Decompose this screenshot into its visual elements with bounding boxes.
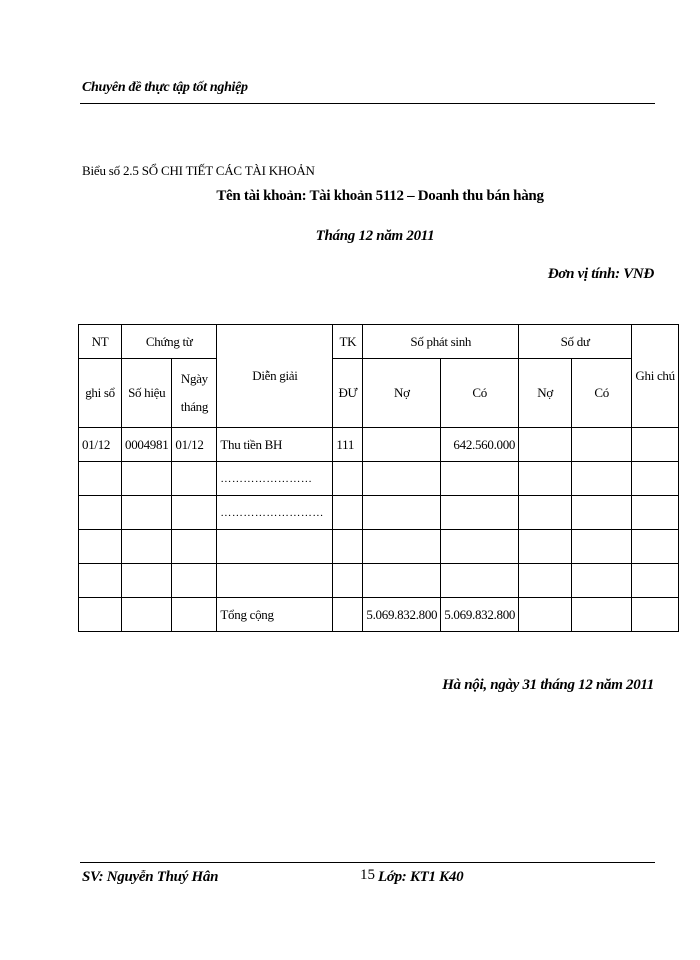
cell-dien-giai: ……………………… [217,496,333,530]
total-label: Tổng cộng [217,598,333,632]
cell-du-co [572,428,632,462]
currency-unit: Đơn vị tính: VNĐ [547,266,654,282]
table-row [79,496,679,530]
cell-tk [333,462,363,496]
cell-ghi-chu [632,428,679,462]
form-label: Biểu số 2.5 SỔ CHI TIẾT CÁC TÀI KHOẢN [82,163,315,178]
cell-du-co [572,564,632,598]
header-ghi-chu: Ghi chú [632,325,679,428]
cell-so-hieu [122,564,172,598]
cell-ghi-chu [632,564,679,598]
cell-nt [79,496,122,530]
cell-tk [333,598,363,632]
cell-ngay [172,496,217,530]
cell-ghi-chu [632,598,679,632]
cell-co [441,496,519,530]
table-row [79,462,679,496]
period: Tháng 12 năm 2011 [315,228,435,244]
cell-ghi-chu [632,530,679,564]
table-header-row [79,325,679,359]
cell-du-co [572,530,632,564]
cell-du-no [519,462,572,496]
header-so-phat-sinh: Số phát sinh [363,325,519,359]
footer-student: SV: Nguyễn Thuý Hân [82,869,219,885]
table-subheader-row [79,359,679,428]
total-row [79,598,679,632]
cell-no [363,462,441,496]
header-thang: tháng [180,399,209,414]
header-rule [80,103,655,104]
cell-co: 642.560.000 [441,428,519,462]
cell-dien-giai: …………………… [217,462,333,496]
document-header-title: Chuyên đề thực tập tốt nghiệp [82,80,248,95]
cell-dien-giai: Thu tiền BH [217,428,333,462]
header-ghi-so: ghi sổ [79,359,122,428]
cell-no [363,496,441,530]
cell-nt [79,462,122,496]
cell-du-co [572,598,632,632]
header-co: Có [441,359,519,428]
cell-nt [79,530,122,564]
cell-so-hieu: 0004981 [122,428,172,462]
cell-ngay [172,564,217,598]
cell-du-no [519,428,572,462]
header-chung-tu: Chứng từ [122,325,217,359]
cell-co [441,564,519,598]
footer-rule [80,862,655,863]
table-row [79,564,679,598]
cell-so-hieu [122,598,172,632]
cell-nt: 01/12 [79,428,122,462]
cell-no [363,530,441,564]
footer-class: Lớp: KT1 K40 [378,869,464,885]
table-row [79,530,679,564]
cell-ngay [172,462,217,496]
cell-dien-giai [217,530,333,564]
cell-co [441,462,519,496]
cell-du-co [572,496,632,530]
table-row [79,428,679,462]
cell-so-hieu [122,462,172,496]
cell-nt [79,564,122,598]
cell-no [363,564,441,598]
header-so-hieu: Số hiệu [122,359,172,428]
place-date: Hà nội, ngày 31 tháng 12 năm 2011 [442,677,654,693]
cell-ngay [172,530,217,564]
total-co: 5.069.832.800 [441,598,519,632]
cell-ghi-chu [632,496,679,530]
cell-du-co [572,462,632,496]
cell-nt [79,598,122,632]
cell-co [441,530,519,564]
cell-ngay [172,598,217,632]
cell-no [363,428,441,462]
cell-du-no [519,598,572,632]
header-dien-giai: Diễn giải [217,325,333,428]
header-so-du: Số dư [519,325,632,359]
cell-tk: 111 [333,428,363,462]
cell-ngay: 01/12 [172,428,217,462]
cell-tk [333,530,363,564]
cell-so-hieu [122,530,172,564]
header-ngay-thang [172,359,217,428]
header-tk: TK [333,325,363,359]
page-number: 15 [360,867,375,883]
header-ngay: Ngày [180,371,208,386]
header-nt: NT [79,325,122,359]
cell-dien-giai [217,564,333,598]
cell-du-no [519,530,572,564]
ledger-table [78,324,679,632]
cell-ghi-chu [632,462,679,496]
header-no: Nợ [363,359,441,428]
header-du: ĐƯ [333,359,363,428]
total-no: 5.069.832.800 [363,598,441,632]
cell-du-no [519,496,572,530]
cell-so-hieu [122,496,172,530]
cell-tk [333,496,363,530]
account-name: Tên tài khoản: Tài khoản 5112 – Doanh thu bán hàng [216,188,544,204]
cell-tk [333,564,363,598]
header-du-no: Nợ [519,359,572,428]
header-du-co: Có [572,359,632,428]
cell-du-no [519,564,572,598]
